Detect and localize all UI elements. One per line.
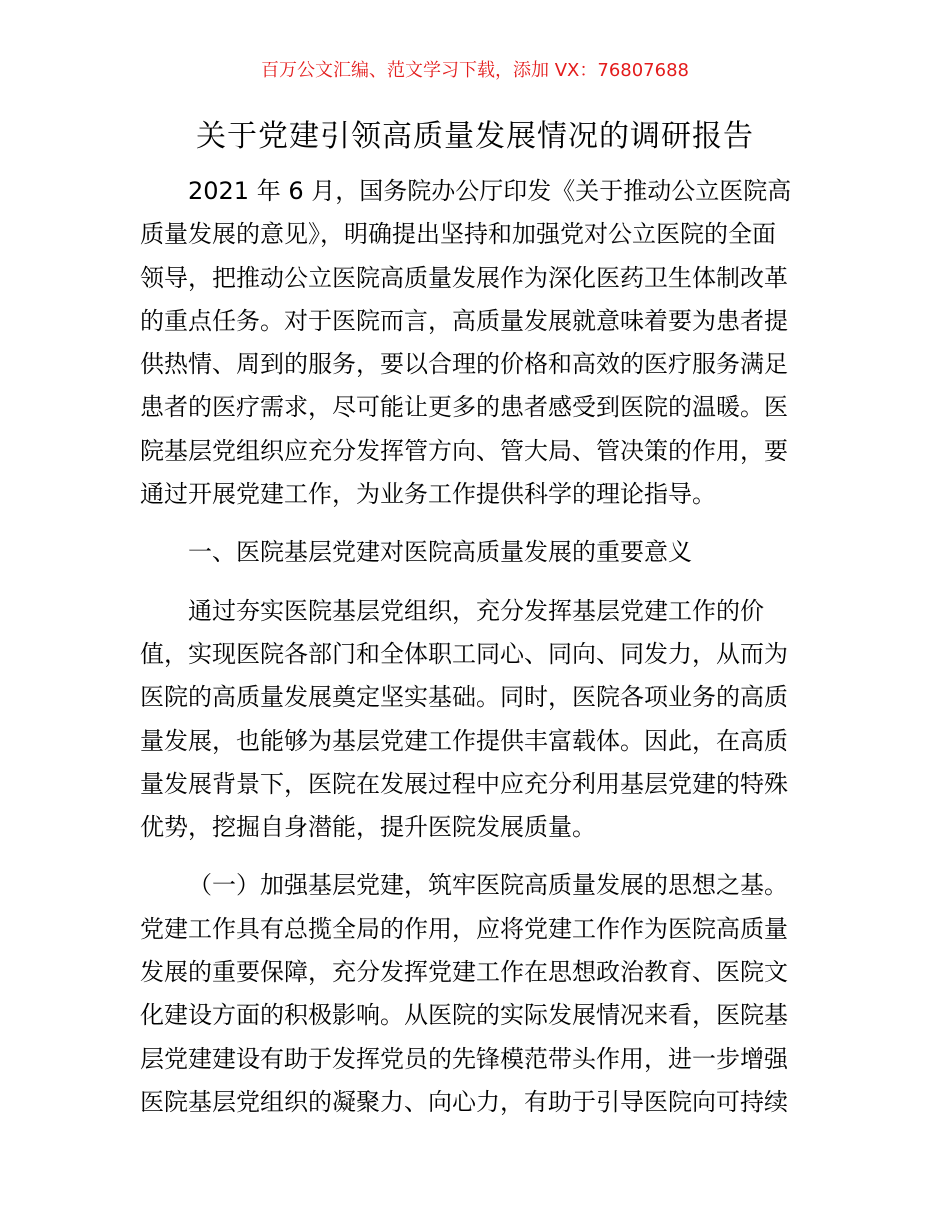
- text-line: 医院基层党组织的凝聚力、向心力，有助于引导医院向可持续: [140, 1087, 788, 1116]
- text-line: 发展的重要保障，充分发挥党建工作在思想政治教育、医院文: [140, 958, 788, 987]
- paragraph-significance: [140, 590, 812, 850]
- text-line: 党建工作具有总揽全局的作用，应将党建工作作为医院高质量: [140, 914, 788, 943]
- text-line: 医院的高质量发展奠定坚实基础。同时，医院各项业务的高质: [140, 683, 788, 712]
- text-line: 量发展背景下，医院在发展过程中应充分利用基层党建的特殊: [140, 769, 788, 798]
- text-line: 通过开展党建工作，为业务工作提供科学的理论指导。: [140, 480, 716, 509]
- heading-line: 一、医院基层党建对医院高质量发展的重要意义: [188, 538, 692, 567]
- watermark-banner: 百万公文汇编、范文学习下载，添加 VX：76807688: [261, 60, 689, 81]
- text-line: 的重点任务。对于医院而言，高质量发展就意味着要为患者提: [140, 306, 788, 335]
- text-line: （一）加强基层党建，筑牢医院高质量发展的思想之基。: [188, 871, 788, 900]
- text-line: 质量发展的意见》，明确提出坚持和加强党对公立医院的全面: [140, 220, 776, 249]
- paragraph-intro: [140, 170, 812, 516]
- text-line: 2021 年 6 月，国务院办公厅印发《关于推动公立医院高: [188, 177, 792, 205]
- text-line: 领导，把推动公立医院高质量发展作为深化医药卫生体制改革: [140, 263, 788, 292]
- text-line: 量发展，也能够为基层党建工作提供丰富载体。因此，在高质: [140, 726, 788, 755]
- text-line: 层党建建设有助于发挥党员的先锋模范带头作用，进一步增强: [140, 1044, 788, 1073]
- text-line: 值，实现医院各部门和全体职工同心、同向、同发力，从而为: [140, 639, 788, 668]
- text-line: 供热情、周到的服务，要以合理的价格和高效的医疗服务满足: [140, 350, 788, 379]
- paragraph-subsection-one: [140, 864, 812, 1124]
- text-line: 化建设方面的积极影响。从医院的实际发展情况来看，医院基: [140, 1001, 788, 1030]
- document-body: [140, 170, 812, 1124]
- text-line: 患者的医疗需求，尽可能让更多的患者感受到医院的温暖。医: [140, 393, 788, 422]
- text-line: 通过夯实医院基层党组织，充分发挥基层党建工作的价: [188, 596, 764, 625]
- section-heading: [140, 531, 812, 574]
- text-line: 院基层党组织应充分发挥管方向、管大局、管决策的作用，要: [140, 436, 788, 465]
- document-title: 关于党建引领高质量发展情况的调研报告: [196, 119, 754, 154]
- text-line: 优势，挖掘自身潜能，提升医院发展质量。: [140, 813, 596, 842]
